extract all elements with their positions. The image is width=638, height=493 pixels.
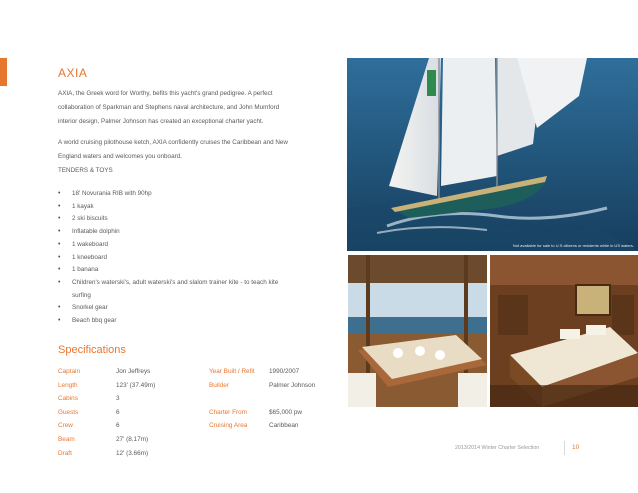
footer-text: 2013/2014 Winter Charter Selection [455,445,540,451]
accent-bar [0,58,7,86]
spec-value: Palmer Johnson [269,381,316,389]
list-item: • 1 kneeboard [58,252,298,265]
spec-value: 123' (37.49m) [116,381,156,389]
spec-row-beam [58,433,155,447]
spec-label: Crew [58,422,73,430]
spec-label: Draft [58,449,72,457]
spec-label: Cabins [58,395,78,403]
spec-row-length [58,379,155,393]
list-item: • Beach bbq gear [58,315,298,328]
spec-label: Charter From [209,408,247,416]
spec-value: Caribbean [269,422,299,430]
list-item: • 1 banana [58,264,298,277]
specs-left-column [58,365,155,460]
yacht-title: AXIA [58,66,88,80]
spec-value: 3 [116,395,120,403]
list-item: • 2 ski biscuits [58,213,298,226]
toys-list [58,188,298,328]
spec-row-crew [58,419,155,433]
list-item: • 18' Novurania RIB with 90hp [58,188,298,201]
spec-row-guests [58,406,155,420]
spec-value: 6 [116,422,120,430]
list-item: • 1 wakeboard [58,239,298,252]
master-cabin-photo [490,255,638,407]
spec-row-year-built [209,365,315,379]
spec-value: 27' (8.17m) [116,435,149,443]
list-item: • Snorkel gear [58,302,298,315]
spec-row-cruising-area [209,419,315,433]
yacht-sailing-photo [347,58,638,251]
spec-row-draft [58,447,155,461]
photo-caption: Not available for sale to U.S citizens or residents while in US waters. [512,243,634,248]
spec-value: Jon Jeffreys [116,368,151,375]
list-item: • Inflatable dolphin [58,226,298,239]
spec-value: 1990/2007 [269,368,300,375]
intro-paragraph: AXIA, the Greek word for Worthy, befits this yacht's grand pedigree. A perfect collaboration of Sparkman and Stephens naval architecture, and John Mumford interior design, Palmer Johnson has created an exceptional charter yacht. [58,90,280,125]
spec-value: $65,000 pw [269,408,303,416]
spec-value: 12' (3.66m) [116,449,149,457]
page-number: 10 [572,444,580,451]
spec-row-charter-from [209,406,315,420]
spec-row-cabins [58,392,155,406]
deck-dining-photo [348,255,487,407]
specifications-title: Specifications [58,344,126,356]
spec-label: Builder [209,381,229,389]
spec-spacer [209,392,315,406]
list-item: • 1 kayak [58,201,298,214]
spec-label: Beam [58,435,75,443]
spec-label: Captain [58,368,81,375]
specs-right-column [209,365,315,433]
spec-label: Guests [58,408,79,416]
cruising-paragraph: A world cruising pilothouse ketch, AXIA confidently cruises the Caribbean and New England waters and welcomes you onboard. [58,139,288,160]
spec-label: Year Built / Refit [209,368,255,375]
spec-label: Length [58,381,78,389]
tenders-heading: TENDERS & TOYS [58,167,113,174]
footer-divider [564,441,565,455]
spec-label: Cruising Area [209,422,248,430]
list-item: • Children's waterski's, adult waterski's and slalom trainer kite - to teach kite surfing [58,277,298,302]
spec-row-captain [58,365,155,379]
spec-row-builder [209,379,315,393]
spec-value: 6 [116,408,120,416]
